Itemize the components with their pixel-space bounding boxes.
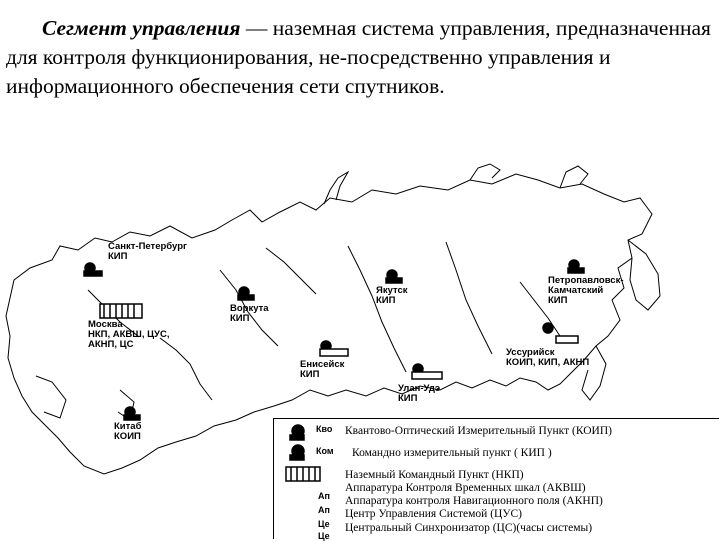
legend-item-ts: Центральный Синхронизатор (ЦС)(часы системы) — [345, 522, 593, 534]
slide-text — [6, 14, 714, 101]
kip-legend-icon — [290, 445, 304, 460]
legend-item-tsus: Центр Управления Системой (ЦУС) — [345, 508, 522, 520]
station-name: Санкт-Петербург — [108, 241, 187, 252]
legend-abbr-kip: Ком — [316, 446, 334, 456]
station-type: КИП — [548, 295, 568, 306]
nkp-legend-icon — [286, 467, 320, 481]
station-name: Воркута — [230, 303, 269, 314]
station-name: Москва — [88, 319, 123, 330]
station-name: Улан-Удэ — [398, 383, 441, 394]
kip-icon-spb — [84, 263, 102, 276]
station-label-ulanude — [398, 384, 440, 404]
kip-icon-ulanude — [412, 364, 442, 379]
legend-item-aknp: Аппаратура контроля Навигационного поля (АКНП) — [345, 495, 603, 507]
legend-abbr-a2: Ап — [318, 505, 330, 515]
station-type: КИП — [398, 393, 418, 404]
nkp-building-icon-moscow — [100, 304, 142, 318]
legend-item-akvsh: Аппаратура Контроля Временных шкал (АКВШ) — [345, 482, 586, 494]
definition-text: — наземная система управления, предназначенная для контроля функционирования, не-посредственно управления и информационного обеспечения сети спутников. — [6, 16, 711, 98]
kip-icon-petropavlovsk — [568, 260, 584, 273]
koip-icon-ussuriysk — [543, 323, 578, 343]
map-legend — [273, 418, 719, 539]
legend-abbr-c2: Це — [318, 531, 330, 541]
station-label-moscow — [88, 320, 198, 350]
station-name: Енисейск — [300, 359, 345, 370]
legend-item-kip: Командно измерительный пункт ( КИП ) — [352, 447, 552, 459]
term-heading: Сегмент управления — [42, 16, 241, 40]
koip-legend-icon — [290, 425, 304, 440]
station-name: Китаб — [114, 421, 142, 432]
kip-icon-vorkuta — [238, 287, 254, 300]
legend-abbr-koip: Кво — [316, 424, 333, 434]
station-type: КИП — [108, 251, 128, 262]
legend-abbr-c1: Це — [318, 519, 330, 529]
station-name: Якутск — [376, 285, 408, 296]
station-type: КИП — [230, 313, 250, 324]
station-name: Петропавловск-Камчатский — [548, 275, 624, 296]
station-type: КОИП, КИП, АКНП — [506, 357, 590, 368]
legend-item-koip: Квантово-Оптический Измерительный Пункт (КОИП) — [345, 425, 612, 437]
station-label-yakutsk — [376, 286, 408, 306]
station-type: НКП, АКВШ, ЦУС, АКНП, ЦС — [88, 329, 170, 350]
station-label-vorkuta — [230, 304, 269, 324]
station-label-spb — [108, 242, 187, 262]
legend-item-nkp: Наземный Командный Пункт (НКП) — [345, 469, 524, 481]
station-label-ussuriysk — [506, 348, 589, 368]
station-type: КИП — [376, 295, 396, 306]
legend-icons — [282, 419, 342, 540]
kip-icon-yakutsk — [386, 270, 402, 283]
station-label-enisejsk — [300, 360, 344, 380]
station-type: КОИП — [114, 431, 141, 442]
station-label-kitab — [114, 422, 141, 442]
kip-icon-enisejsk — [320, 341, 348, 356]
station-type: КИП — [300, 369, 320, 380]
legend-abbr-a1: Ап — [318, 491, 330, 501]
koip-icon-kitab — [124, 407, 140, 420]
russia-map-figure — [0, 150, 720, 540]
station-name: Уссурийск — [506, 347, 555, 358]
station-label-petropavlovsk — [548, 276, 658, 306]
